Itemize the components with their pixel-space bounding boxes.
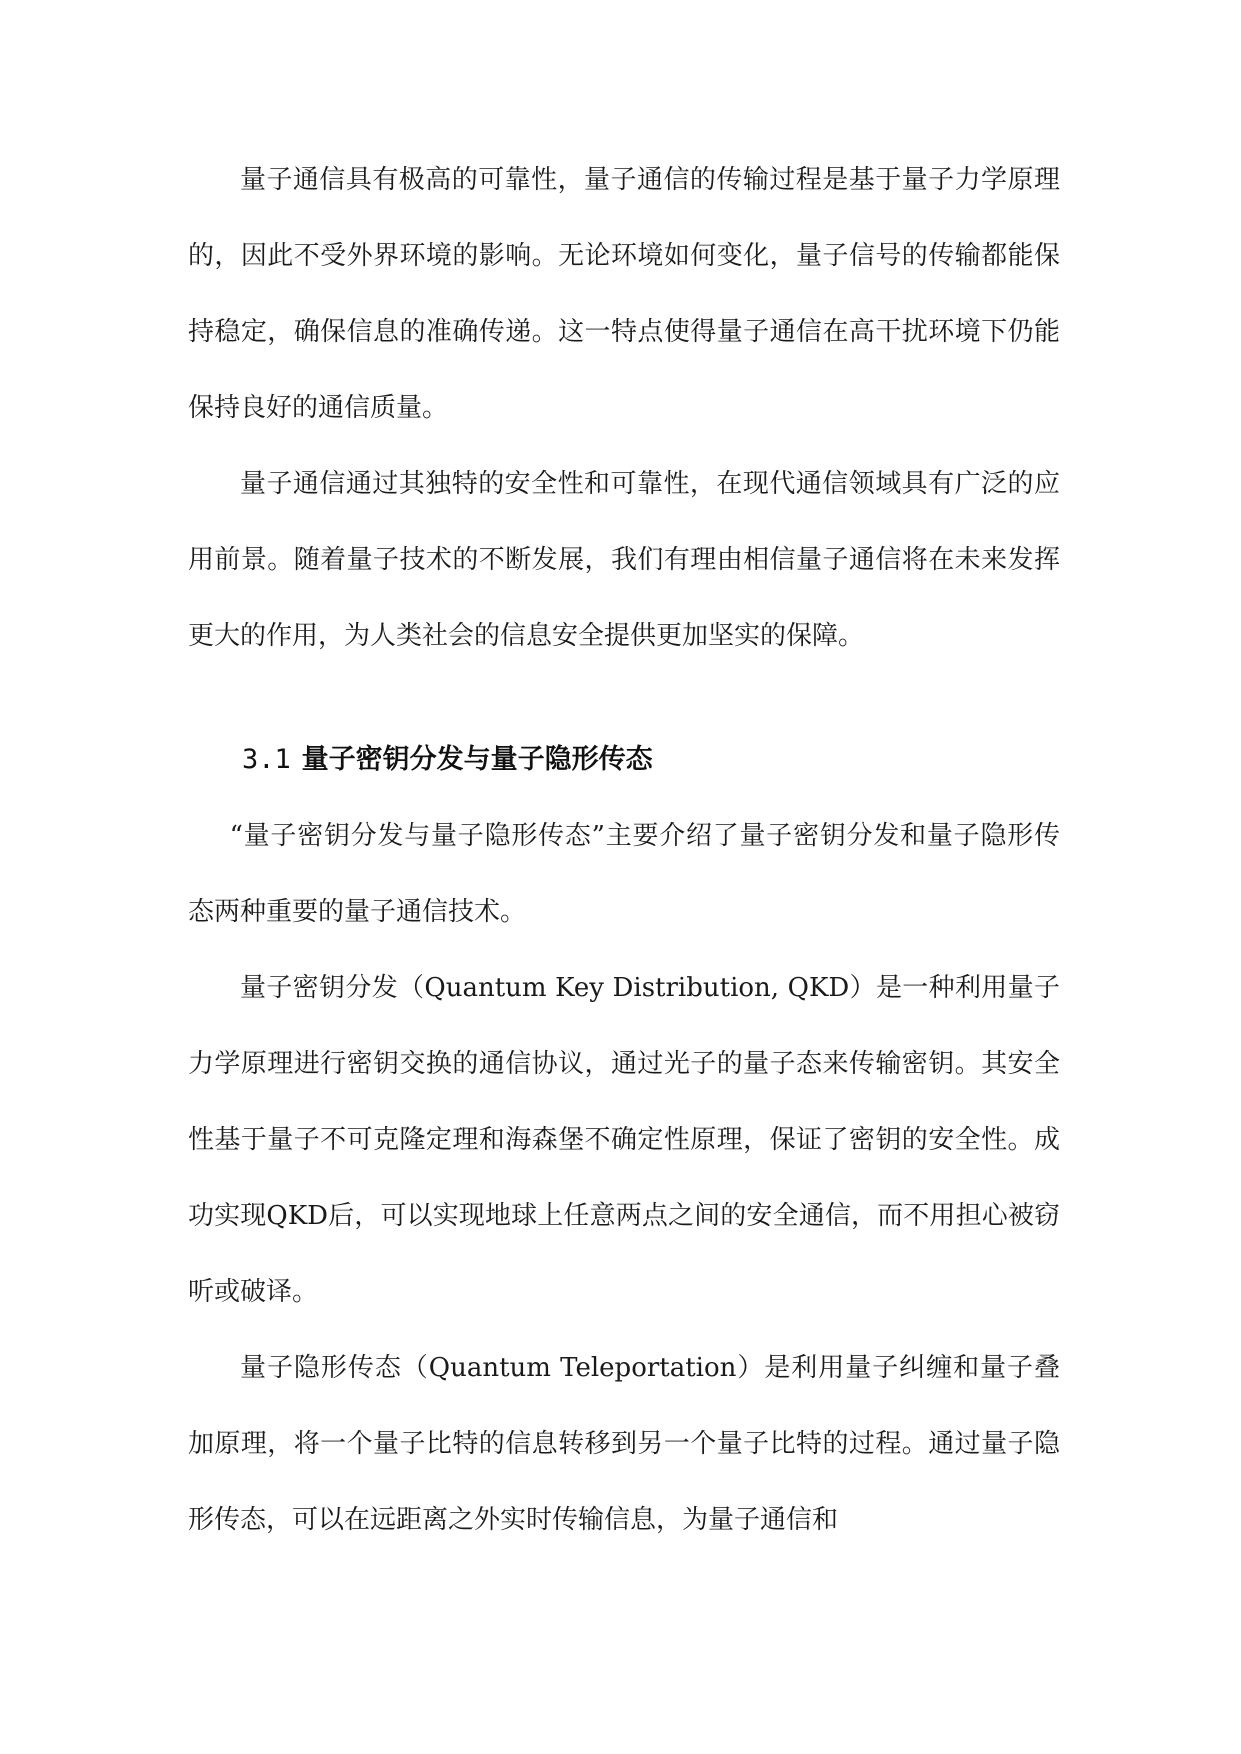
paragraph-prospects: 量子通信通过其独特的安全性和可靠性，在现代通信领域具有广泛的应用前景。随着量子技术的不断发展，我们有理由相信量子通信将在未来发挥更大的作用，为人类社会的信息安全提供更加坚实的保障。: [188, 469, 1060, 651]
paragraph-teleportation: 量子隐形传态（Quantum Teleportation）是利用量子纠缠和量子叠加原理，将一个量子比特的信息转移到另一个量子比特的过程。通过量子隐形传态，可以在远距离之外实时传输信息，为量子通信和: [188, 1353, 1060, 1535]
section-number: 3.1: [242, 744, 291, 775]
paragraph-section-intro: “量子密钥分发与量子隐形传态”主要介绍了量子密钥分发和量子隐形传态两种重要的量子通信技术。: [188, 821, 1060, 927]
section-title: 量子密钥分发与量子隐形传态: [301, 744, 653, 775]
paragraph-qkd: 量子密钥分发（Quantum Key Distribution, QKD）是一种利用量子力学原理进行密钥交换的通信协议，通过光子的量子态来传输密钥。其安全性基于量子不可克隆定理和海森堡不确定性原理，保证了密钥的安全性。成功实现QKD后，可以实现地球上任意两点之间的安全通信，而不用担心被窃听或破译。: [188, 973, 1060, 1307]
document-body: [188, 142, 1060, 1558]
paragraph-reliability: 量子通信具有极高的可靠性，量子通信的传输过程是基于量子力学原理的，因此不受外界环境的影响。无论环境如何变化，量子信号的传输都能保持稳定，确保信息的准确传递。这一特点使得量子通信在高干扰环境下仍能保持良好的通信质量。: [188, 165, 1060, 423]
section-heading: [188, 722, 1060, 798]
